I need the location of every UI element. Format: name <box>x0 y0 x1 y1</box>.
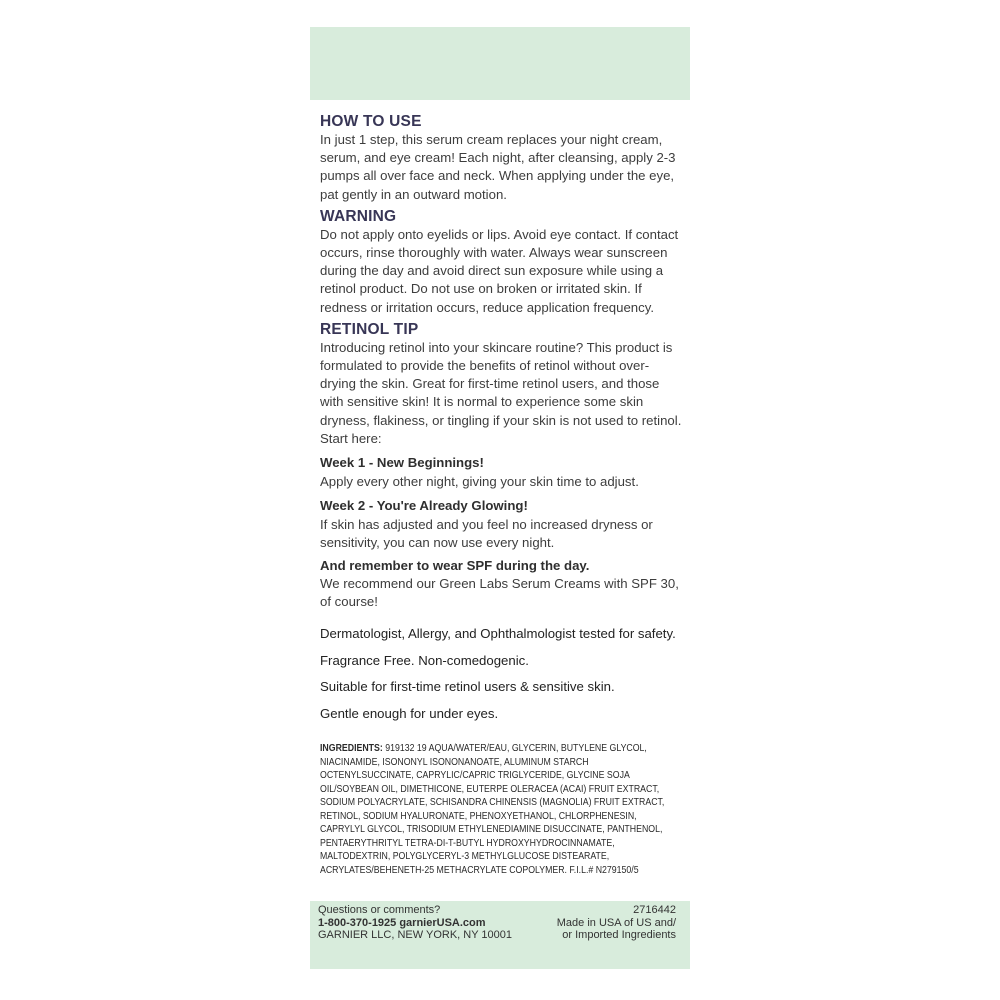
claim-item: Dermatologist, Allergy, and Ophthalmologist tested for safety. <box>320 626 676 642</box>
label-content <box>320 113 682 877</box>
week2-title: Week 2 - You're Already Glowing! <box>320 498 528 514</box>
week1-text: Apply every other night, giving your skin time to adjust. <box>320 474 639 490</box>
ingredients-list: 919132 19 AQUA/WATER/EAU, GLYCERIN, BUTYLENE GLYCOL, NIACINAMIDE, ISONONYL ISONONANOATE, ALUMINUM STARCH OCTENYLSUCCINATE, CAPRYLIC/CAPRIC TRIGLYCERIDE, GLYCINE SOJA OIL/SOYBEAN OIL, DIMETHICONE, EUTERPE OLERACEA (ACAI) FRUIT EXTRACT, SODIUM POLYACRYLATE, SCHISANDRA CHINENSIS (MAGNOLIA) FRUIT EXTRACT, RETINOL, SODIUM HYALURONATE, PHENOXYETHANOL, CHLORPHENESIN, CAPRYLYL GLYCOL, TRISODIUM ETHYLENEDIAMINE DISUCCINATE, PANTHENOL, PENTAERYTHRITYL TETRA-DI-T-BUTYL HYDROXYHYDROCINNAMATE, MALTODEXTRIN, POLYGLYCERYL-3 METHYLGLUCOSE DISTEARATE, ACRYLATES/BEHENETH-25 METHACRYLATE COPOLYMER. F.I.L.# N279150/5 <box>320 743 665 876</box>
warning-text: Do not apply onto eyelids or lips. Avoid eye contact. If contact occurs, rinse thoroughly with water. Always wear sunscreen during the day and avoid direct sun exposure while using a retinol product. Do not use on broken or irritated skin. If redness or irritation occurs, reduce application frequency. <box>320 226 679 315</box>
spf-title: And remember to wear SPF during the day. <box>320 557 590 573</box>
how-to-use-section <box>320 113 682 204</box>
ingredients-block <box>320 742 681 877</box>
top-color-band <box>310 27 690 100</box>
warning-section <box>320 208 682 317</box>
origin-line-1: Made in USA of US and/ <box>556 916 676 929</box>
spf-text: We recommend our Green Labs Serum Creams with SPF 30, of course! <box>320 575 679 609</box>
ingredients-label: INGREDIENTS: <box>320 743 383 755</box>
product-code: 2716442 <box>633 904 676 916</box>
retinol-tip-text: Introducing retinol into your skincare routine? This product is formulated to provide the benefits of retinol without over-drying the skin. Great for first-time retinol users, and those with sensitive skin! It is normal to experience some skin dryness, flakiness, or tingling if your skin is not used to retinol. Start here: <box>320 339 682 446</box>
retinol-tip-heading: RETINOL TIP <box>320 320 419 338</box>
claim-item: Suitable for first-time retinol users & sensitive skin. <box>320 679 615 695</box>
questions-line: Questions or comments? <box>318 904 441 916</box>
how-to-use-text: In just 1 step, this serum cream replaces your night cream, serum, and eye cream! Each night, after cleansing, apply 2-3 pumps all over face and neck. When applying under the eye, pat gently in an outward motion. <box>320 132 676 202</box>
phone-website-line: 1-800-370-1925 garnierUSA.com <box>318 916 486 929</box>
claim-item: Gentle enough for under eyes. <box>320 705 499 721</box>
claim-item: Fragrance Free. Non-comedogenic. <box>320 652 529 668</box>
bottom-color-band <box>310 901 690 969</box>
week1-title: Week 1 - New Beginnings! <box>320 455 484 471</box>
company-address-line: GARNIER LLC, NEW YORK, NY 10001 <box>318 929 512 941</box>
warning-heading: WARNING <box>320 207 397 225</box>
week2-text: If skin has adjusted and you feel no increased dryness or sensitivity, you can now use every night. <box>320 517 653 551</box>
origin-info <box>557 904 676 942</box>
how-to-use-heading: HOW TO USE <box>320 113 422 130</box>
retinol-tip-section <box>320 321 682 611</box>
contact-info <box>318 904 512 942</box>
product-label-panel <box>310 27 690 969</box>
claims-list <box>320 625 682 722</box>
origin-line-2: or Imported Ingredients <box>562 929 676 941</box>
